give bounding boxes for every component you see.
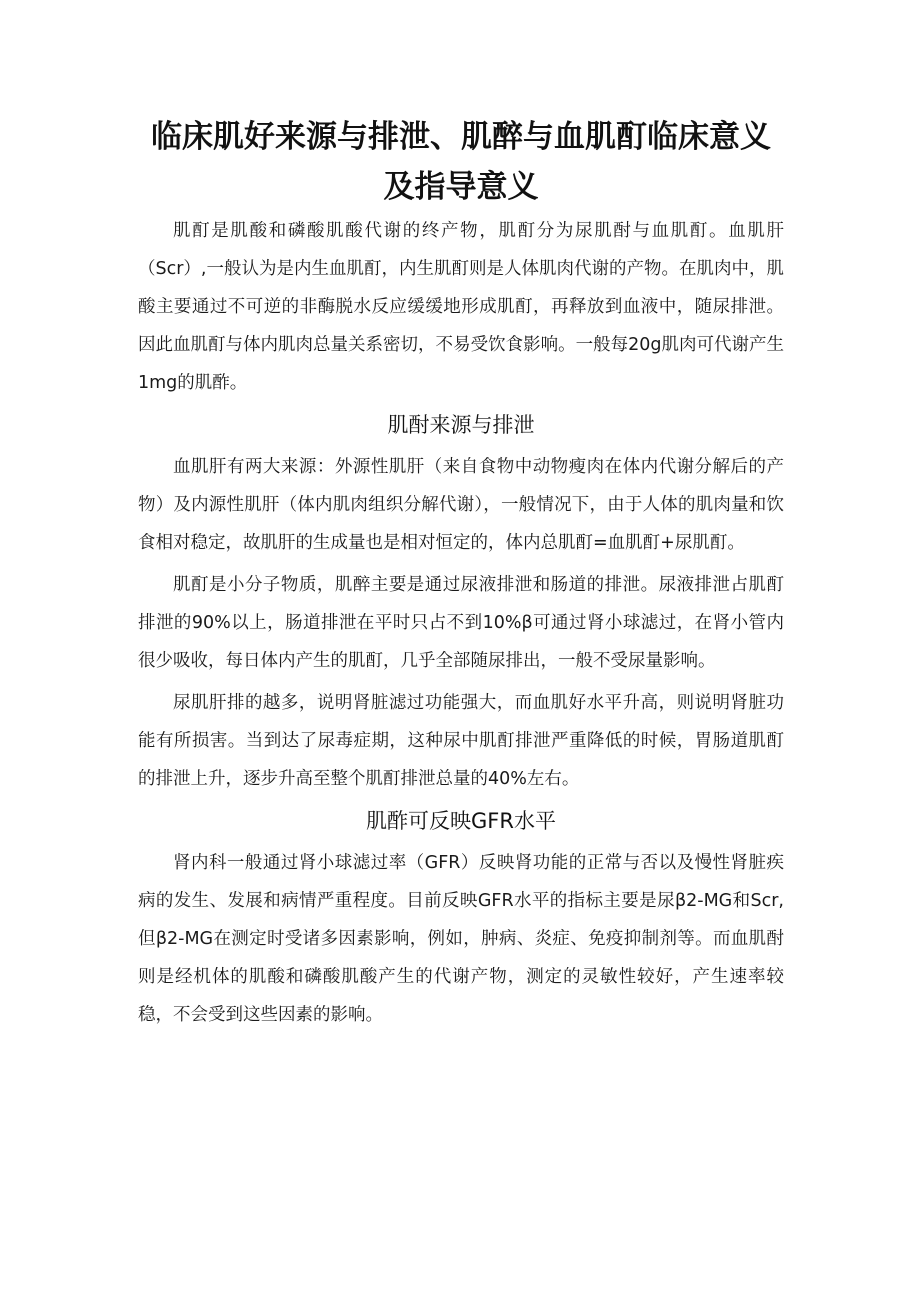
intro-paragraph: 肌酊是肌酸和磷酸肌酸代谢的终产物，肌酊分为尿肌酎与血肌酊。血肌肝（Scr）,一般认为是内生血肌酊，内生肌酊则是人体肌肉代谢的产物。在肌肉中，肌酸主要通过不可逆的非酶脱水反应缓缓地形成肌酊，再释放到血液中，随尿排泄。因此血肌酊与体内肌肉总量关系密切，不易受饮食影响。一般每20g肌肉可代谢产生1mg的肌酢。	[138, 221, 784, 393]
section-heading-source-excretion: 肌酎来源与排泄	[387, 413, 535, 437]
section-2-paragraph-1: 肾内科一般通过肾小球滤过率（GFR）反映肾功能的正常与否以及慢性肾脏疾病的发生、发展和病情严重程度。目前反映GFR水平的指标主要是尿β2-MG和Scr,但β2-MG在测定时受诸多因素影响，例如，肿病、炎症、免疫抑制剂等。而血肌酎则是经机体的肌酸和磷酸肌酸产生的代谢产物，测定的灵敏性较好，产生速率较稳，不会受到这些因素的影响。	[138, 853, 784, 1025]
document-title: 临床肌好来源与排泄、肌醉与血肌酊临床意义及指导意义	[151, 119, 771, 205]
section-1-paragraph-3: 尿肌肝排的越多，说明肾脏滤过功能强大，而血肌好水平升高，则说明肾脏功能有所损害。当到达了尿毒症期，这种尿中肌酊排泄严重降低的时候，胃肠道肌酊的排泄上升，逐步升高至整个肌酊排泄总量的40%左右。	[138, 693, 784, 789]
section-1-paragraph-2: 肌酊是小分子物质，肌醉主要是通过尿液排泄和肠道的排泄。尿液排泄占肌酊排泄的90%以上，肠道排泄在平时只占不到10%β可通过肾小球滤过，在肾小管内很少吸收，每日体内产生的肌酊，几乎全部随尿排出，一般不受尿量影响。	[138, 575, 784, 671]
section-1-paragraph-1: 血肌肝有两大来源：外源性肌肝（来自食物中动物瘦肉在体内代谢分解后的产物）及内源性肌肝（体内肌肉组织分解代谢），一般情况下，由于人体的肌肉量和饮食相对稳定，故肌肝的生成量也是相对恒定的，体内总肌酊=血肌酊+尿肌酊。	[138, 457, 784, 553]
section-heading-gfr: 肌酢可反映GFR水平	[366, 809, 556, 833]
document-page	[138, 112, 784, 1034]
